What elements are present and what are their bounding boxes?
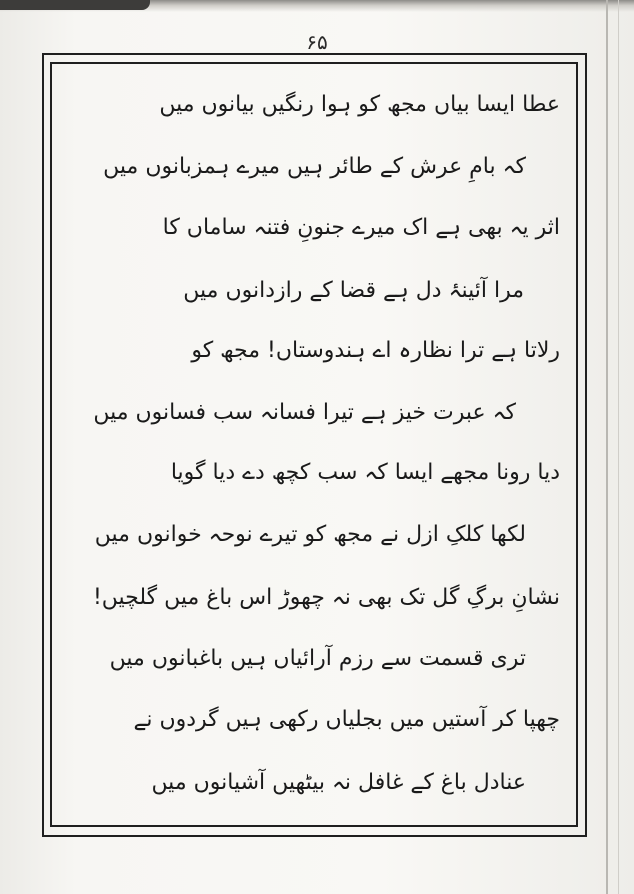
verse-line-10: تری قسمت سے رزم آرائیاں ہیں باغبانوں میں [109,646,526,671]
verse-line-12: عنادل باغ کے غافل نہ بیٹھیں آشیانوں میں [151,770,526,795]
verse-line-9: نشانِ برگِ گل تک بھی نہ چھوڑ اس باغ میں گلچیں! [92,585,560,610]
scan-corner [0,0,150,10]
verse-line-1: عطا ایسا بیاں مجھ کو ہوا رنگیں بیانوں میں [159,92,560,117]
verse-line-5: رلاتا ہے ترا نظارہ اے ہندوستاں! مجھ کو [191,338,560,363]
page-number: ۶۵ [306,30,328,54]
verse-line-3: اثر یہ بھی ہے اک میرے جنونِ فتنہ ساماں کا [162,215,560,240]
page-edge-secondary [618,0,619,894]
verse-line-7: دیا رونا مجھے ایسا کہ سب کچھ دے دیا گویا [170,460,560,485]
verse-line-4: مرا آئینۂ دل ہے قضا کے رازدانوں میں [183,278,524,303]
page-edge [606,0,608,894]
verse-line-2: کہ بامِ عرش کے طائر ہیں میرے ہمزبانوں میں [103,154,526,179]
verse-line-6: کہ عبرت خیز ہے تیرا فسانہ سب فسانوں میں [93,400,516,425]
verse-line-8: لکھا کلکِ ازل نے مجھ کو تیرے نوحہ خوانوں میں [94,522,526,547]
verse-line-11: چھپا کر آستیں میں بجلیاں رکھی ہیں گردوں نے [133,707,560,732]
